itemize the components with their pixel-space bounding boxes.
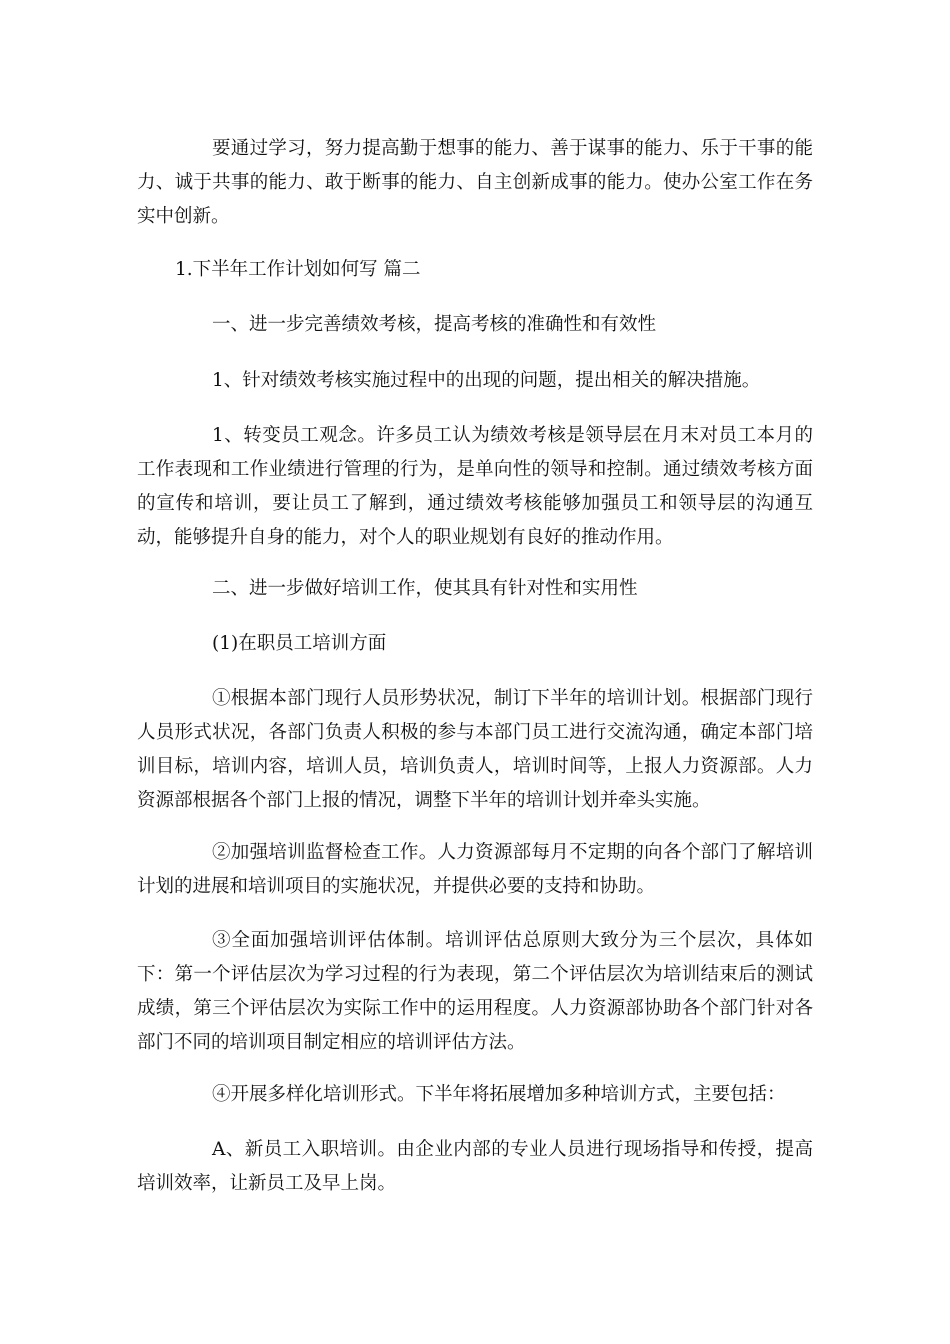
heading-training: 二、进一步做好培训工作，使其具有针对性和实用性 — [212, 578, 638, 599]
section-title: 1.下半年工作计划如何写 篇二 — [175, 259, 421, 280]
paragraph-item-a: A、新员工入职培训。由企业内部的专业人员进行现场指导和传授，提高培训效率，让新员工及早上岗。 — [137, 1139, 813, 1194]
paragraph-item-2: ②加强培训监督检查工作。人力资源部每月不定期的向各个部门了解培训计划的进展和培训项目的实施状况，并提供必要的支持和协助。 — [137, 842, 813, 897]
paragraph-item-4: ④开展多样化培训形式。下半年将拓展增加多种培训方式，主要包括： — [212, 1084, 786, 1105]
paragraph-change-concept: 1、转变员工观念。许多员工认为绩效考核是领导层在月末对员工本月的工作表现和工作业绩进行管理的行为，是单向性的领导和控制。通过绩效考核方面的宣传和培训，要让员工了解到，通过绩效考核能够加强员工和领导层的沟通互动，能够提升自身的能力，对个人的职业规划有良好的推动作用。 — [137, 425, 813, 548]
paragraph-measures: 1、针对绩效考核实施过程中的出现的问题，提出相关的解决措施。 — [212, 370, 761, 391]
paragraph-item-1: ①根据本部门现行人员形势状况，制订下半年的培训计划。根据部门现行人员形式状况，各部门负责人积极的参与本部门员工进行交流沟通，确定本部门培训目标，培训内容，培训人员，培训负责人，培训时间等，上报人力资源部。人力资源部根据各个部门上报的情况，调整下半年的培训计划并牵头实施。 — [137, 688, 813, 811]
heading-performance: 一、进一步完善绩效考核，提高考核的准确性和有效性 — [212, 314, 657, 335]
paragraph-intro: 要通过学习，努力提高勤于想事的能力、善于谋事的能力、乐于干事的能力、诚于共事的能力、敢于断事的能力、自主创新成事的能力。使办公室工作在务实中创新。 — [137, 138, 813, 227]
paragraph-item-3: ③全面加强培训评估体制。培训评估总原则大致分为三个层次，具体如下：第一个评估层次为学习过程的行为表现，第二个评估层次为培训结束后的测试成绩，第三个评估层次为实际工作中的运用程度。人力资源部协助各个部门针对各部门不同的培训项目制定相应的培训评估方法。 — [137, 930, 813, 1053]
heading-in-service: (1)在职员工培训方面 — [212, 633, 387, 654]
